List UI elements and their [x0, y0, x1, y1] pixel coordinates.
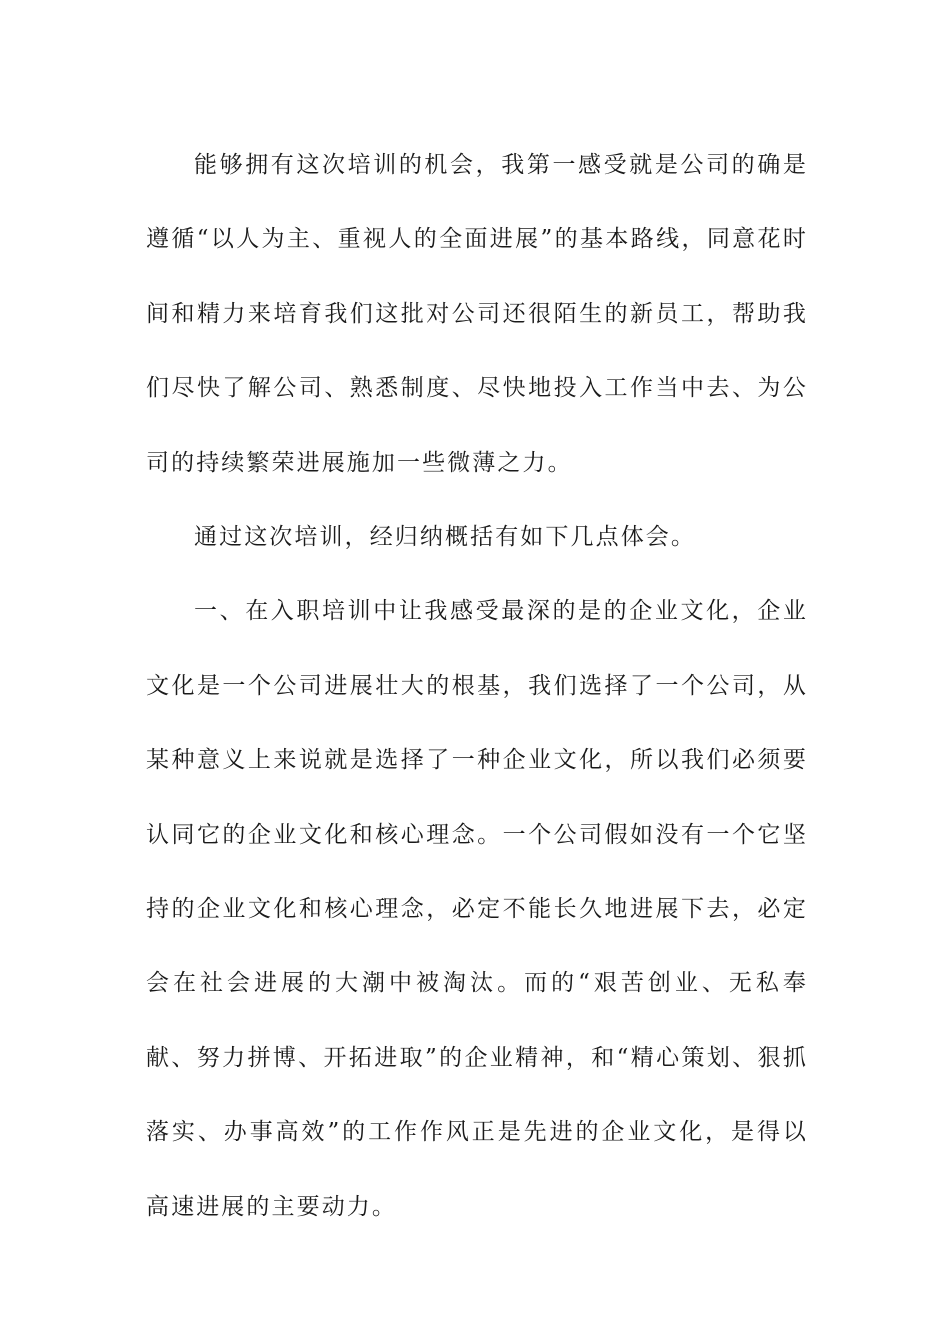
paragraph-corporate-culture: 一、在入职培训中让我感受最深的是的企业文化，企业文化是一个公司进展壮大的根基，我们选择了一个公司，从某种意义上来说就是选择了一种企业文化，所以我们必须要认同它的企业文化和核心理念。一个公司假如没有一个它坚持的企业文化和核心理念，必定不能长久地进展下去，必定会在社会进展的大潮中被淘汰。而的“艰苦创业、无私奉献、努力拼博、开拓进取”的企业精神，和“精心策划、狠抓落实、办事高效”的工作作风正是先进的企业文化，是得以高速进展的主要动力。	[146, 598, 808, 1220]
paragraph-training-opportunity: 能够拥有这次培训的机会，我第一感受就是公司的确是遵循“以人为主、重视人的全面进展”的基本路线，同意花时间和精力来培育我们这批对公司还很陌生的新员工，帮助我们尽快了解公司、熟悉制度、尽快地投入工作当中去、为公司的持续繁荣进展施加一些微薄之力。	[146, 152, 808, 476]
document-body	[146, 128, 808, 1244]
paragraph-summary-intro: 通过这次培训，经归纳概括有如下几点体会。	[194, 524, 696, 551]
